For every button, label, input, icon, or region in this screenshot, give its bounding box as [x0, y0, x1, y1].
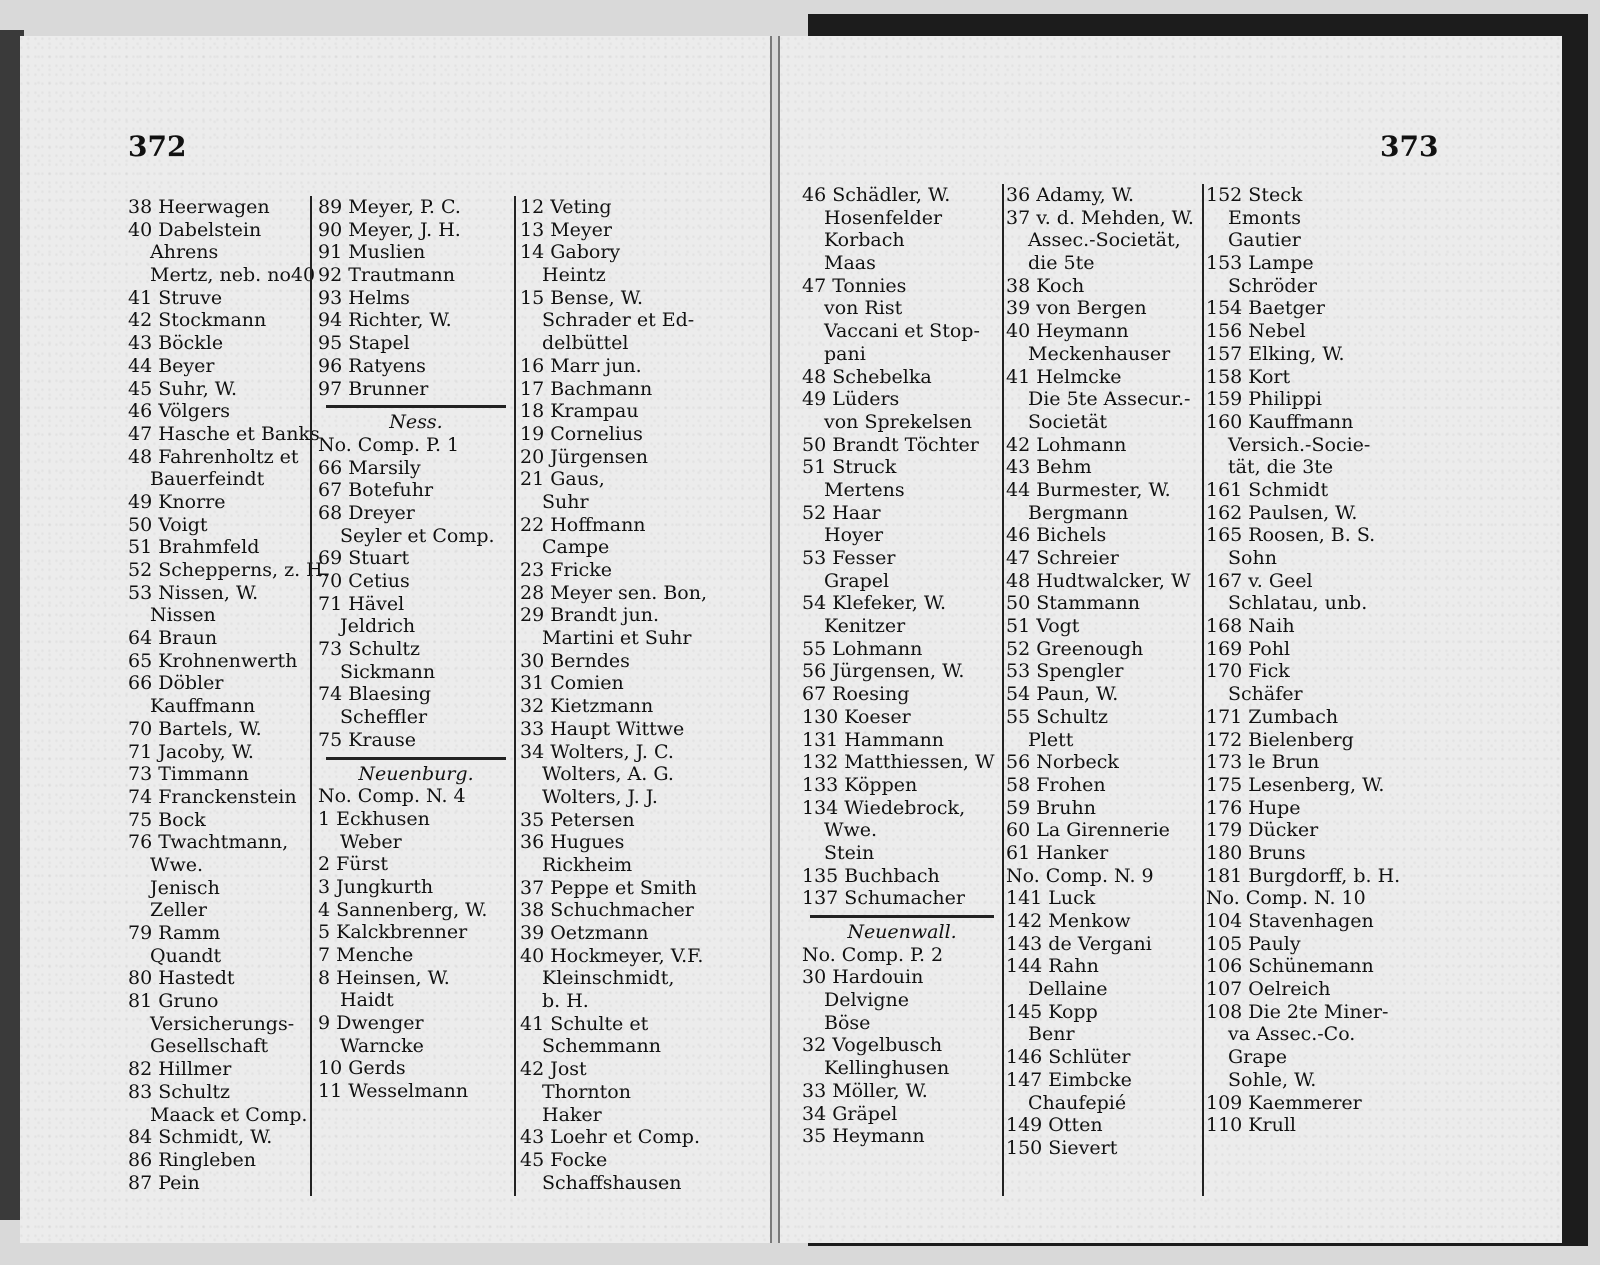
directory-entry: Gesellschaft	[150, 1035, 269, 1058]
directory-entry: Sickmann	[340, 660, 436, 683]
directory-entry: 149 Otten	[1006, 1114, 1103, 1137]
left-col-1	[128, 196, 329, 1194]
directory-entry: 181 Burgdorff, b. H.	[1206, 864, 1401, 887]
directory-entry: 61 Hanker	[1006, 841, 1109, 864]
directory-entry: Wwe.	[150, 853, 204, 876]
directory-entry: Seyler et Comp.	[340, 524, 495, 547]
right-col-1	[802, 184, 1002, 1148]
directory-entry: 154 Baetger	[1206, 297, 1325, 320]
directory-entry: Schemmann	[542, 1035, 661, 1058]
directory-entry: 41 Struve	[128, 286, 223, 309]
directory-entry: 15 Bense, W.	[520, 286, 643, 309]
directory-entry: 56 Jürgensen, W.	[802, 660, 965, 683]
section-subheading: No. Comp. N. 10	[1206, 887, 1366, 910]
directory-entry: 52 Greenough	[1006, 637, 1144, 660]
section-rule	[318, 400, 514, 411]
directory-entry: 66 Döbler	[128, 672, 224, 695]
directory-entry: 44 Beyer	[128, 354, 215, 377]
directory-entry: Scheffler	[340, 706, 428, 729]
directory-entry: Wolters, A. G.	[542, 763, 674, 786]
directory-entry: 105 Pauly	[1206, 932, 1301, 955]
directory-entry: 67 Roesing	[802, 683, 910, 706]
directory-entry: 55 Schultz	[1006, 705, 1109, 728]
directory-entry: 65 Krohnenwerth	[128, 649, 298, 672]
directory-entry: 47 Hasche et Banks	[128, 422, 320, 445]
directory-entry: 22 Hoffmann	[520, 513, 646, 536]
directory-entry: Benr	[1028, 1023, 1075, 1046]
directory-entry: 175 Lesenberg, W.	[1206, 773, 1385, 796]
section-subheading: No. Comp. N. 4	[318, 785, 466, 808]
directory-entry: 93 Helms	[318, 286, 410, 309]
section-rule	[802, 910, 1002, 921]
directory-entry: 11 Wesselmann	[318, 1080, 469, 1103]
directory-entry: Korbach	[824, 229, 905, 252]
directory-entry: 58 Frohen	[1006, 773, 1106, 796]
directory-entry: die 5te	[1028, 252, 1095, 275]
directory-entry: 143 de Vergani	[1006, 932, 1152, 955]
directory-entry: Versicherungs-	[150, 1012, 295, 1035]
directory-entry: Warncke	[340, 1034, 424, 1057]
directory-entry: 74 Blaesing	[318, 683, 432, 706]
directory-entry: 80 Hastedt	[128, 967, 235, 990]
directory-entry: 160 Kauffmann	[1206, 410, 1354, 433]
directory-entry: 52 Schepperns, z. H.	[128, 559, 329, 581]
directory-entry: pani	[824, 342, 866, 365]
directory-entry: 165 Roosen, B. S.	[1206, 524, 1376, 547]
directory-entry: 44 Burmester, W.	[1006, 478, 1171, 501]
directory-entry: 50 Stammann	[1006, 592, 1141, 615]
directory-entry: 31 Comien	[520, 672, 624, 695]
directory-entry: 16 Marr jun.	[520, 354, 642, 377]
directory-entry: 54 Paun, W.	[1006, 683, 1119, 706]
directory-entry: 179 Dücker	[1206, 819, 1319, 842]
directory-entry: Schlatau, unb.	[1228, 592, 1368, 615]
directory-entry: 43 Behm	[1006, 456, 1092, 479]
directory-entry: 23 Fricke	[520, 559, 612, 581]
section-subheading: No. Comp. P. 1	[318, 433, 460, 456]
directory-entry: 97 Brunner	[318, 377, 429, 400]
directory-entry: 74 Franckenstein	[128, 785, 297, 808]
directory-entry: Maack et Comp.	[150, 1103, 308, 1126]
directory-entry: Kenitzer	[824, 615, 906, 638]
directory-entry: 137 Schumacher	[802, 887, 965, 910]
directory-entry: 83 Schultz	[128, 1080, 231, 1103]
directory-entry: 51 Vogt	[1006, 615, 1080, 638]
directory-entry: Kleinschmidt,	[542, 967, 675, 990]
directory-entry: Grape	[1228, 1046, 1287, 1069]
directory-entry: 94 Richter, W.	[318, 309, 452, 332]
directory-entry: 43 Böckle	[128, 332, 224, 355]
column-rule	[1202, 184, 1204, 1196]
directory-entry: Haidt	[340, 989, 394, 1012]
directory-entry: 73 Schultz	[318, 638, 421, 661]
directory-entry: 69 Stuart	[318, 547, 410, 570]
directory-entry: Sohn	[1228, 547, 1277, 569]
directory-entry: 68 Dreyer	[318, 501, 415, 524]
directory-entry: 4 Sannenberg, W.	[318, 898, 488, 921]
column-rule	[310, 196, 312, 1196]
directory-entry: 40 Heymann	[1006, 320, 1129, 343]
directory-entry: Mertens	[824, 478, 905, 501]
directory-entry: 104 Stavenhagen	[1206, 910, 1374, 932]
directory-entry: Schröder	[1228, 274, 1317, 297]
directory-entry: 12 Veting	[520, 196, 612, 218]
directory-entry: 38 Koch	[1006, 274, 1085, 297]
directory-entry: 71 Hävel	[318, 592, 405, 615]
directory-entry: 45 Focke	[520, 1148, 608, 1171]
directory-entry: 14 Gabory	[520, 241, 621, 264]
directory-entry: 47 Tonnies	[802, 274, 907, 297]
directory-entry: 47 Schreier	[1006, 547, 1119, 569]
directory-entry: 162 Paulsen, W.	[1206, 501, 1358, 524]
directory-entry: Heintz	[542, 264, 606, 287]
directory-entry: 30 Berndes	[520, 649, 630, 672]
directory-entry: Maas	[824, 252, 876, 275]
directory-entry: 89 Meyer, P. C.	[318, 196, 461, 218]
left-page	[20, 36, 772, 1243]
directory-entry: 144 Rahn	[1006, 955, 1099, 978]
directory-entry: 53 Fesser	[802, 547, 896, 569]
directory-entry: Hoyer	[824, 524, 884, 547]
directory-entry: Zeller	[150, 899, 207, 922]
directory-entry: Martini et Suhr	[542, 627, 692, 650]
directory-entry: Chaufepié	[1028, 1091, 1127, 1114]
directory-entry: Wolters, J. J.	[542, 785, 658, 808]
page-number: 373	[1380, 130, 1439, 163]
directory-entry: Campe	[542, 536, 610, 559]
directory-entry: 48 Schebelka	[802, 365, 932, 388]
directory-entry: Vaccani et Stop-	[824, 320, 980, 343]
directory-entry: 46 Schädler, W.	[802, 184, 951, 206]
directory-entry: 176 Hupe	[1206, 796, 1301, 819]
directory-entry: 84 Schmidt, W.	[128, 1126, 273, 1149]
directory-entry: 1 Eckhusen	[318, 807, 430, 830]
directory-entry: 54 Klefeker, W.	[802, 592, 947, 615]
directory-entry: 173 le Brun	[1206, 751, 1320, 774]
directory-entry: 141 Luck	[1006, 887, 1096, 910]
directory-entry: 45 Suhr, W.	[128, 377, 238, 400]
directory-entry: Böse	[824, 1011, 871, 1034]
directory-entry: 53 Spengler	[1006, 660, 1124, 683]
directory-entry: 131 Hammann	[802, 728, 945, 751]
directory-entry: Rickheim	[542, 853, 633, 876]
directory-entry: 159 Philippi	[1206, 388, 1322, 411]
right-col-3	[1206, 184, 1406, 1137]
directory-entry: delbüttel	[542, 332, 629, 355]
directory-entry: Assec.-Societät,	[1028, 229, 1181, 252]
directory-entry: 60 La Girennerie	[1006, 819, 1170, 842]
directory-entry: 132 Matthiessen, W	[802, 751, 995, 774]
directory-entry: 30 Hardouin	[802, 966, 924, 989]
directory-entry: Delvigne	[824, 989, 910, 1012]
directory-entry: 106 Schünemann	[1206, 955, 1374, 978]
directory-entry: von Rist	[824, 297, 903, 320]
directory-entry: 133 Köppen	[802, 773, 918, 796]
directory-entry: Kellinghusen	[824, 1057, 950, 1080]
directory-entry: 82 Hillmer	[128, 1058, 232, 1081]
directory-entry: 37 v. d. Mehden, W.	[1006, 206, 1194, 229]
directory-entry: 46 Bichels	[1006, 524, 1107, 547]
directory-entry: 21 Gaus,	[520, 468, 605, 491]
directory-entry: Quandt	[150, 944, 222, 967]
directory-entry: 55 Lohmann	[802, 637, 923, 660]
directory-entry: Hosenfelder	[824, 206, 943, 229]
directory-entry: 71 Jacoby, W.	[128, 740, 254, 763]
directory-entry: 41 Helmcke	[1006, 365, 1122, 388]
directory-entry: Suhr	[542, 490, 589, 513]
section-rule	[318, 752, 514, 763]
directory-entry: 20 Jürgensen	[520, 445, 649, 468]
directory-entry: 156 Nebel	[1206, 320, 1306, 343]
directory-entry: 36 Hugues	[520, 831, 625, 854]
directory-entry: Jeldrich	[340, 615, 416, 638]
directory-entry: 135 Buchbach	[802, 864, 940, 887]
directory-entry: 32 Kietzmann	[520, 695, 654, 718]
directory-entry: Societät	[1028, 410, 1108, 433]
directory-entry: Versich.-Socie-	[1228, 433, 1371, 456]
directory-entry: Gautier	[1228, 229, 1301, 252]
directory-entry: Dellaine	[1028, 978, 1108, 1001]
section-heading: Neuenwall.	[847, 921, 957, 943]
directory-entry: 7 Menche	[318, 944, 414, 966]
directory-entry: 66 Marsily	[318, 456, 421, 479]
directory-entry: Schrader et Ed-	[542, 309, 695, 332]
directory-entry: 134 Wiedebrock,	[802, 796, 966, 819]
directory-entry: 172 Bielenberg	[1206, 728, 1354, 751]
directory-entry: 10 Gerds	[318, 1057, 406, 1080]
directory-entry: 49 Knorre	[128, 490, 226, 513]
directory-entry: 2 Fürst	[318, 853, 389, 876]
directory-entry: 29 Brandt jun.	[520, 604, 660, 627]
directory-entry: 70 Cetius	[318, 570, 410, 592]
directory-entry: 59 Bruhn	[1006, 796, 1096, 819]
section-subheading: No. Comp. P. 2	[802, 943, 944, 966]
directory-entry: 56 Norbeck	[1006, 751, 1119, 774]
directory-entry: 48 Hudtwalcker, W	[1006, 569, 1191, 592]
directory-entry: 167 v. Geel	[1206, 569, 1313, 592]
directory-entry: 142 Menkow	[1006, 910, 1131, 932]
directory-entry: 36 Adamy, W.	[1006, 184, 1134, 206]
directory-entry: 40 Hockmeyer, V.F.	[520, 944, 704, 967]
directory-entry: 96 Ratyens	[318, 354, 426, 377]
directory-entry: 73 Timmann	[128, 763, 249, 786]
directory-entry: Emonts	[1228, 206, 1301, 229]
directory-entry: 48 Fahrenholtz et	[128, 445, 299, 468]
directory-entry: 33 Haupt Wittwe	[520, 717, 685, 740]
directory-entry: 152 Steck	[1206, 184, 1303, 206]
directory-entry: Sohle, W.	[1228, 1068, 1317, 1091]
directory-entry: 50 Voigt	[128, 513, 208, 536]
column-rule	[514, 196, 516, 1196]
directory-entry: 130 Koeser	[802, 705, 911, 728]
directory-entry: 107 Oelreich	[1206, 978, 1331, 1001]
directory-entry: 146 Schlüter	[1006, 1046, 1131, 1069]
directory-entry: 34 Wolters, J. C.	[520, 740, 674, 763]
left-col-3	[520, 196, 725, 1194]
directory-entry: 170 Fick	[1206, 660, 1290, 683]
directory-entry: Ahrens	[150, 241, 219, 264]
right-col-2	[1006, 184, 1202, 1160]
directory-entry: 9 Dwenger	[318, 1012, 424, 1035]
directory-entry: 53 Nissen, W.	[128, 581, 259, 604]
directory-entry: 150 Sievert	[1006, 1136, 1118, 1159]
directory-entry: 42 Stockmann	[128, 309, 267, 332]
directory-entry: 158 Kort	[1206, 365, 1291, 388]
directory-entry: 5 Kalckbrenner	[318, 921, 468, 944]
directory-entry: 32 Vogelbusch	[802, 1034, 943, 1057]
directory-entry: Grapel	[824, 569, 890, 592]
directory-entry: 35 Heymann	[802, 1125, 925, 1148]
directory-entry: Bauerfeindt	[150, 468, 265, 491]
directory-entry: 38 Schuchmacher	[520, 899, 694, 922]
directory-entry: 18 Krampau	[520, 400, 639, 423]
directory-entry: Schäfer	[1228, 683, 1303, 706]
directory-entry: 51 Struck	[802, 456, 897, 479]
directory-entry: 108 Die 2te Miner-	[1206, 1000, 1389, 1023]
directory-entry: Thornton	[542, 1080, 631, 1103]
directory-entry: 75 Krause	[318, 728, 417, 751]
directory-entry: 17 Bachmann	[520, 377, 653, 400]
directory-entry: 168 Naih	[1206, 615, 1295, 638]
directory-entry: 50 Brandt Töchter	[802, 433, 979, 456]
directory-entry: Meckenhauser	[1028, 342, 1171, 365]
directory-entry: 86 Ringleben	[128, 1148, 256, 1171]
section-heading: Ness.	[389, 411, 443, 434]
directory-entry: 43 Loehr et Comp.	[520, 1126, 700, 1149]
directory-entry: Jenisch	[150, 876, 220, 899]
directory-entry: Die 5te Assecur.-	[1028, 388, 1191, 411]
directory-entry: Nissen	[150, 604, 216, 627]
section-subheading: No. Comp. N. 9	[1006, 864, 1154, 887]
directory-entry: 46 Völgers	[128, 400, 230, 423]
directory-entry: 40 Dabelstein	[128, 218, 262, 241]
directory-entry: 110 Krull	[1206, 1114, 1296, 1137]
directory-entry: 70 Bartels, W.	[128, 717, 262, 740]
directory-entry: Stein	[824, 841, 875, 864]
directory-entry: Plett	[1028, 728, 1074, 751]
directory-entry: 51 Brahmfeld	[128, 536, 260, 559]
directory-entry: Bergmann	[1028, 501, 1129, 524]
directory-entry: 19 Cornelius	[520, 422, 643, 445]
directory-entry: 90 Meyer, J. H.	[318, 218, 461, 241]
directory-entry: 153 Lampe	[1206, 252, 1314, 275]
directory-entry: tät, die 3te	[1228, 456, 1334, 479]
directory-entry: 171 Zumbach	[1206, 705, 1339, 728]
section-heading: Neuenburg.	[358, 762, 474, 785]
right-page	[778, 36, 1562, 1243]
directory-entry: 81 Gruno	[128, 990, 219, 1013]
directory-entry: 3 Jungkurth	[318, 875, 434, 898]
directory-entry: 52 Haar	[802, 501, 881, 524]
directory-entry: 13 Meyer	[520, 218, 612, 241]
directory-entry: Kauffmann	[150, 695, 256, 718]
directory-entry: 34 Gräpel	[802, 1102, 898, 1125]
directory-entry: 39 von Bergen	[1006, 297, 1147, 320]
directory-entry: 79 Ramm	[128, 922, 221, 944]
directory-entry: 39 Oetzmann	[520, 922, 649, 944]
directory-entry: 147 Eimbcke	[1006, 1068, 1132, 1091]
directory-entry: 67 Botefuhr	[318, 479, 434, 502]
directory-entry: 161 Schmidt	[1206, 478, 1329, 501]
column-rule	[1002, 184, 1004, 1196]
directory-entry: 95 Stapel	[318, 332, 410, 355]
directory-entry: 180 Bruns	[1206, 841, 1306, 864]
directory-entry: 75 Bock	[128, 808, 206, 831]
directory-entry: 42 Jost	[520, 1058, 587, 1081]
directory-entry: b. H.	[542, 990, 589, 1013]
directory-entry: va Assec.-Co.	[1228, 1023, 1356, 1046]
directory-entry: 145 Kopp	[1006, 1000, 1098, 1023]
page-number: 372	[128, 130, 187, 163]
directory-entry: 42 Lohmann	[1006, 433, 1127, 456]
left-col-2	[318, 196, 514, 1103]
directory-entry: 49 Lüders	[802, 388, 900, 411]
directory-entry: Schaffshausen	[542, 1171, 682, 1194]
directory-entry: 35 Petersen	[520, 808, 635, 831]
directory-entry: Haker	[542, 1103, 602, 1126]
directory-entry: Wwe.	[824, 819, 878, 842]
directory-entry: 41 Schulte et	[520, 1012, 649, 1035]
directory-entry: 91 Muslien	[318, 241, 426, 264]
directory-entry: 169 Pohl	[1206, 637, 1291, 660]
directory-entry: 87 Pein	[128, 1171, 200, 1194]
directory-entry: 76 Twachtmann,	[128, 831, 289, 854]
directory-entry: 37 Peppe et Smith	[520, 876, 697, 899]
directory-entry: 28 Meyer sen. Bon,	[520, 581, 708, 604]
directory-entry: 8 Heinsen, W.	[318, 966, 450, 989]
directory-entry: 92 Trautmann	[318, 264, 455, 287]
directory-entry: 38 Heerwagen	[128, 196, 270, 218]
directory-entry: 33 Möller, W.	[802, 1079, 928, 1102]
directory-entry: von Sprekelsen	[824, 410, 973, 433]
directory-entry: Weber	[340, 830, 402, 853]
directory-entry: 157 Elking, W.	[1206, 342, 1345, 365]
directory-entry: Mertz, neb. no40	[150, 264, 316, 287]
directory-entry: 64 Braun	[128, 627, 218, 650]
directory-entry: 109 Kaemmerer	[1206, 1091, 1362, 1114]
